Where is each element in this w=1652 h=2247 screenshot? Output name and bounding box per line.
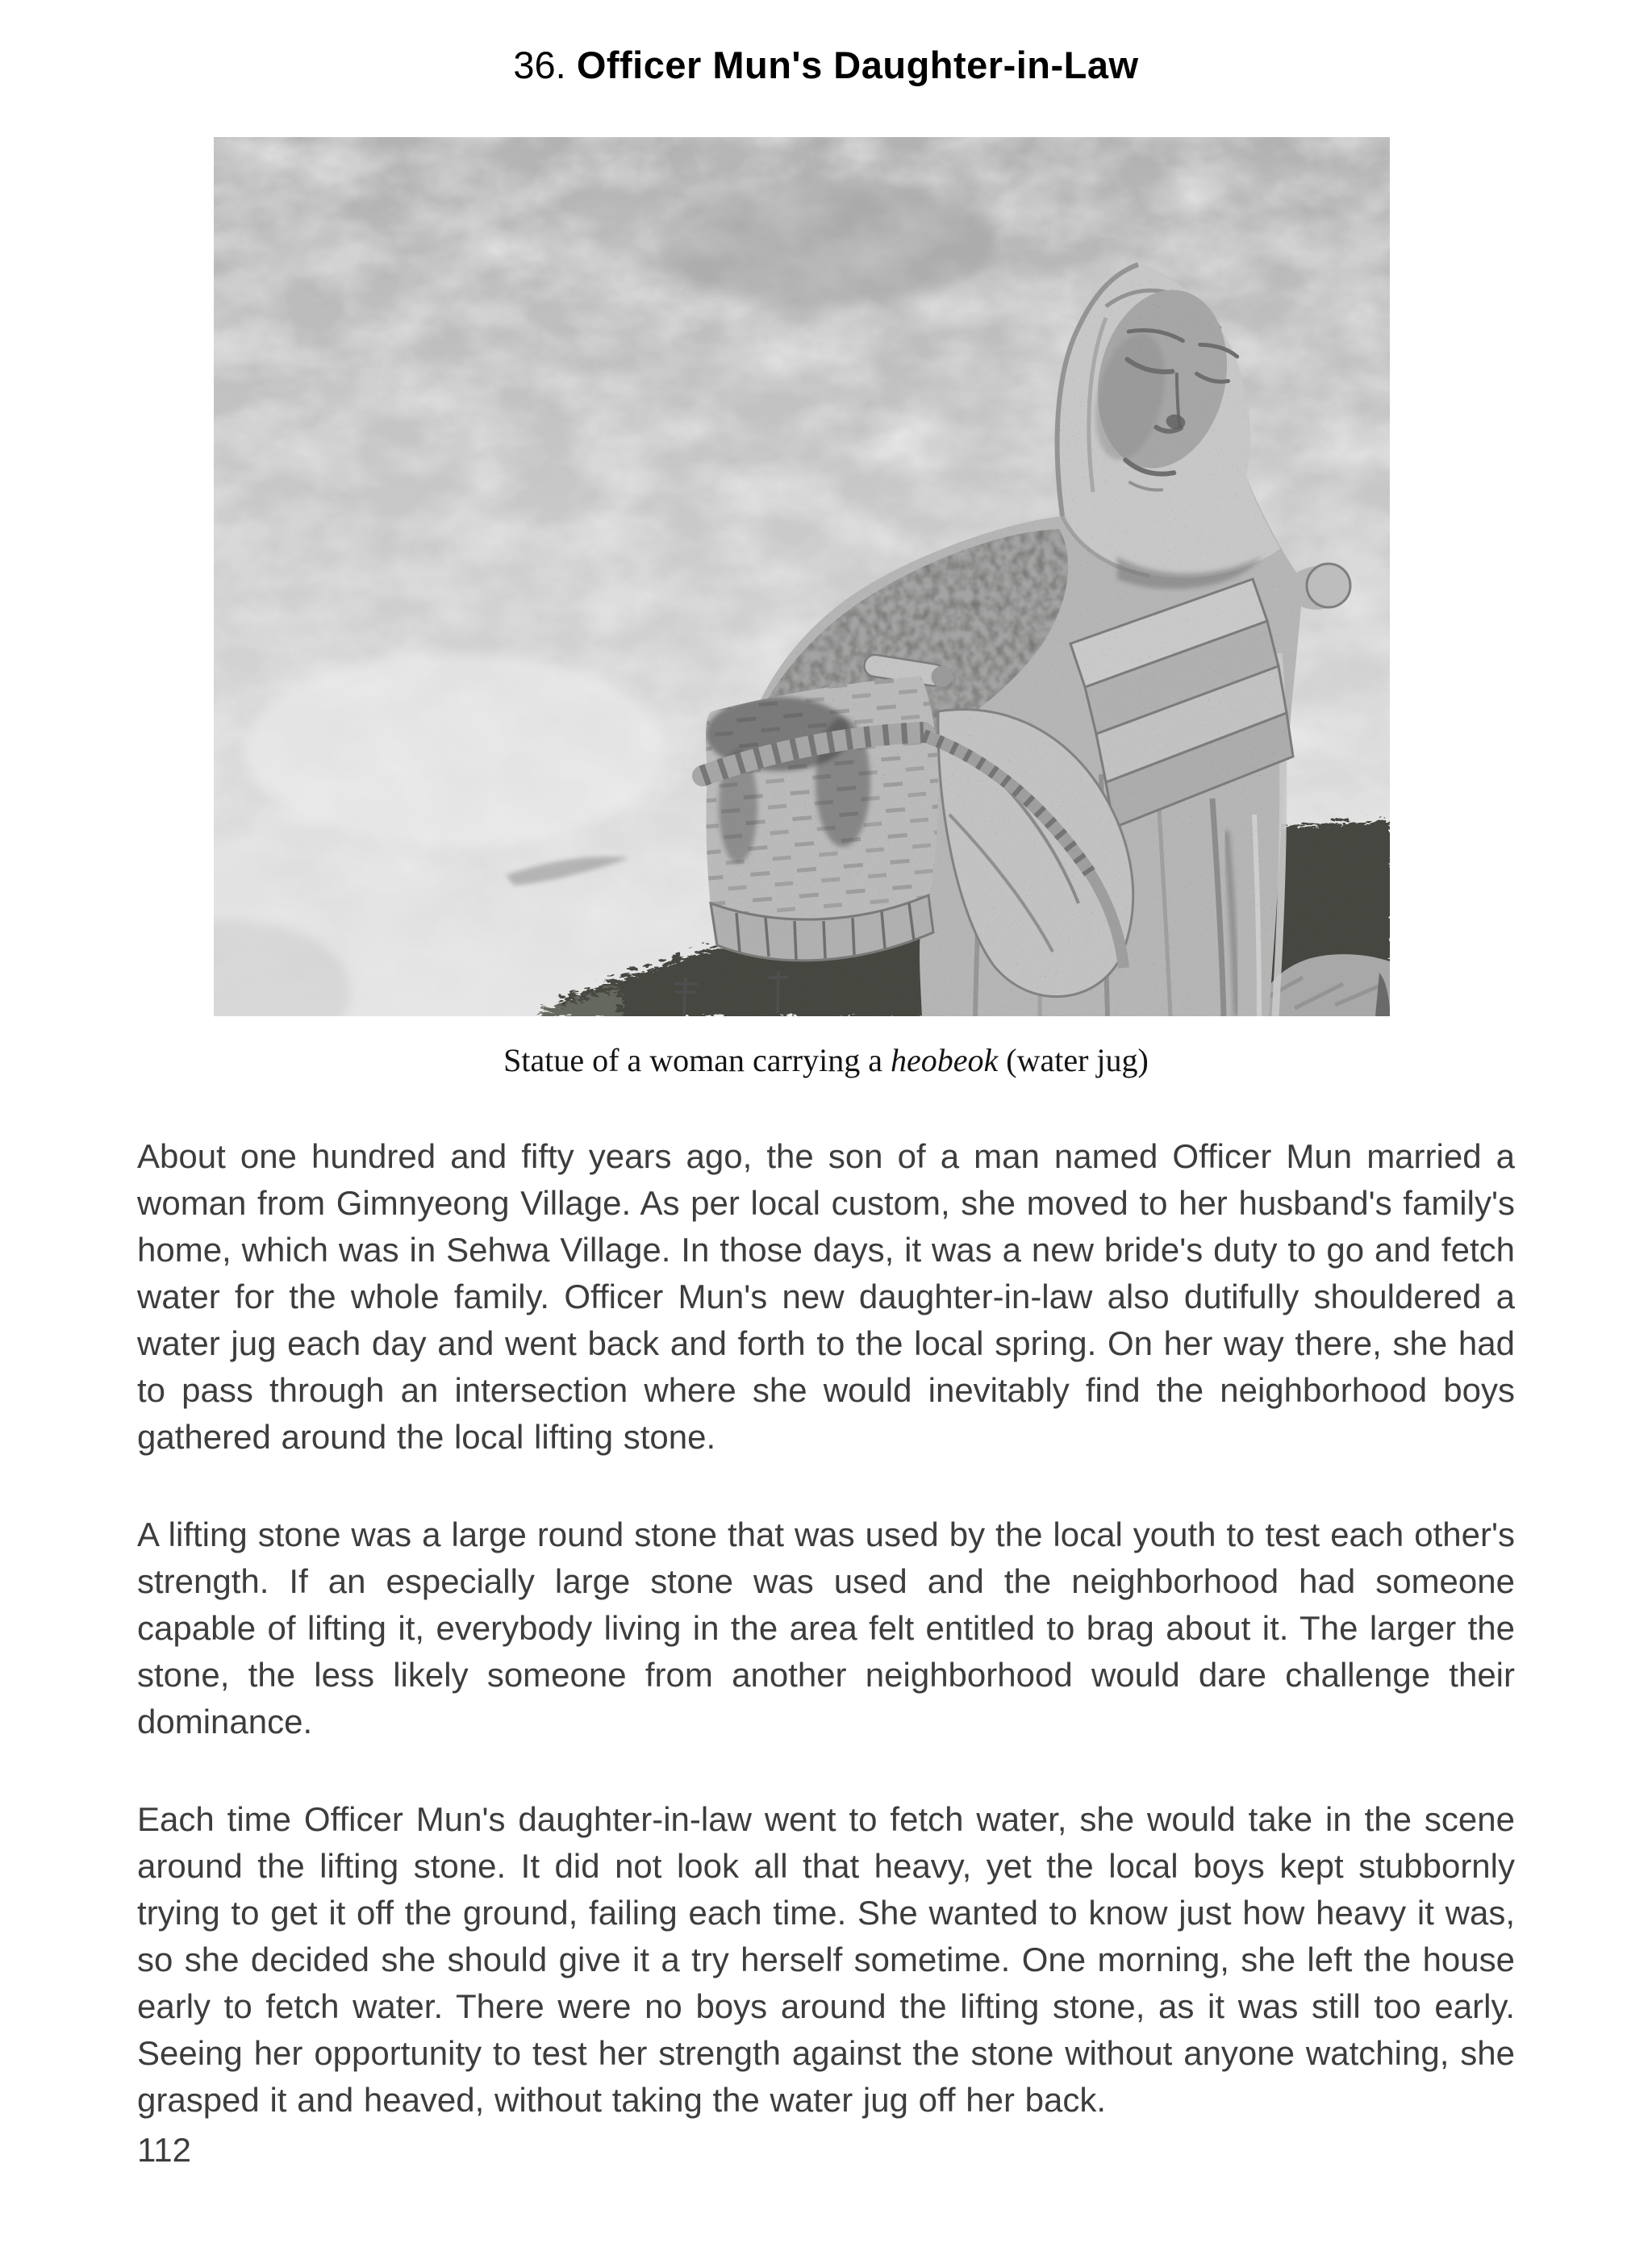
page-number: 112: [137, 2131, 191, 2169]
paragraph-2: A lifting stone was a large round stone that was used by the local youth to test each other's strength. If an especially large stone was used and the neighborhood had someone capable of lifting it, everybody living in the area felt entitled to brag about it. The larger the stone, the less likely someone from another neighborhood would dare challenge their dominance.: [137, 1515, 1515, 1740]
paragraph-3: Each time Officer Mun's daughter-in-law went to fetch water, she would take in the scene around the lifting stone. It did not look all that heavy, yet the local boys kept stubbornly trying to get it off the ground, failing each time. She wanted to know just how heavy it was, so she decided she should give it a try herself sometime. One morning, she left the house early to fetch water. There were no boys around the lifting stone, as it was still too early. Seeing her opportunity to test her strength against the stone without anyone watching, she grasped it and heaved, without taking the water jug off her back.: [137, 1800, 1515, 2119]
statue-photo: [214, 137, 1390, 1016]
caption-italic-term: heobeok: [890, 1042, 999, 1078]
chapter-title: Officer Mun's Daughter-in-Law: [576, 44, 1139, 86]
caption-text: Statue of a woman carrying a: [503, 1042, 891, 1078]
film-grain: [214, 137, 1390, 1016]
caption-suffix: (water jug): [998, 1042, 1149, 1078]
book-page: [0, 44, 1652, 2170]
chapter-number: 36.: [513, 44, 566, 86]
figure: [214, 137, 1390, 1016]
paragraph-1: About one hundred and fifty years ago, the son of a man named Officer Mun married a woman from Gimnyeong Village. As per local custom, she moved to her husband's family's home, which was in Sehwa Village. In those days, it was a new bride's duty to go and fetch water for the whole family. Officer Mun's new daughter-in-law also dutifully shouldered a water jug each day and went back and forth to the local spring. On her way there, she had to pass through an intersection where she would inevitably find the neighborhood boys gathered around the local lifting stone.: [137, 1137, 1515, 1456]
page-title: [137, 44, 1515, 87]
figure-caption: [137, 1041, 1515, 1079]
body-text: [137, 1133, 1515, 2124]
